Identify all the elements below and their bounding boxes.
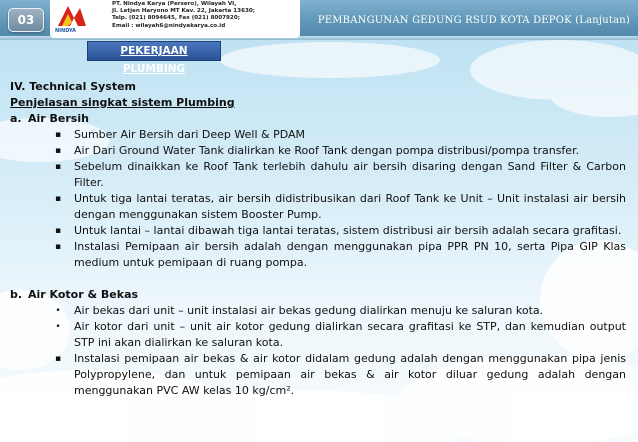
- company-address: [112, 1, 298, 30]
- list-item: [10, 239, 626, 271]
- section-b-heading: [10, 287, 626, 303]
- list-item: [10, 319, 626, 351]
- list-item-text: Sumber Air Bersih dari Deep Well & PDAM: [74, 128, 306, 141]
- list-item-text: Instalasi Pemipaan air bersih adalah dengan menggunakan pipa PPR PN 10, serta Pipa GIP Klas medium untuk pemipaan di ruang pompa.: [74, 240, 626, 269]
- list-item: [10, 351, 626, 399]
- list-item-text: Untuk lantai – lantai dibawah tiga lantai teratas, sistem distribusi air bersih adalah secara grafitasi.: [74, 224, 622, 237]
- company-line: Telp. (021) 8094645, Fax (021) 8007920;: [112, 15, 240, 22]
- round-bullet-icon: •: [55, 306, 61, 316]
- section-a-list: [10, 127, 626, 271]
- section-title: Air Kotor & Bekas: [28, 288, 139, 301]
- sub-heading: Penjelasan singkat sistem Plumbing: [10, 96, 235, 109]
- company-line: Email : wilayah6@nindyakarya.co.id: [112, 22, 226, 29]
- list-item-text: Air Dari Ground Water Tank dialirkan ke Roof Tank dengan pompa distribusi/pompa transfer.: [74, 144, 580, 157]
- slide-content: [10, 79, 626, 399]
- section-banner: PEKERJAAN PLUMBING: [87, 41, 221, 61]
- section-marker: a.: [10, 112, 22, 125]
- main-heading: IV. Technical System: [10, 80, 137, 93]
- slide-number-badge: 03: [8, 8, 44, 32]
- company-info-box: [50, 0, 300, 38]
- company-line: Jl. Letjen Haryono MT Kav. 22, Jakarta 13630;: [112, 8, 255, 15]
- spacer: [10, 271, 626, 287]
- list-item-text: Air kotor dari unit – unit air kotor gedung dialirkan secara grafitasi ke STP, dan kemudian output STP ini akan dialirkan ke saluran kota.: [74, 320, 626, 349]
- square-bullet-icon: ▪: [54, 226, 62, 236]
- section-b-list: [10, 303, 626, 399]
- square-bullet-icon: ▪: [54, 242, 62, 252]
- list-item: [10, 127, 626, 143]
- list-item: [10, 303, 626, 319]
- square-bullet-icon: ▪: [54, 194, 62, 204]
- list-item: [10, 223, 626, 239]
- section-title: Air Bersih: [28, 112, 89, 125]
- list-item: [10, 159, 626, 191]
- square-bullet-icon: ▪: [54, 130, 62, 140]
- list-item-text: Instalasi pemipaan air bekas & air kotor didalam gedung adalah dengan menggunakan pipa jenis Polypropylene, dan untuk pemipaan air bekas & air kotor diluar gedung adalah dengan menggunakan PVC AW kelas 10 kg/cm².: [74, 352, 626, 397]
- list-item-text: Air bekas dari unit – unit instalasi air bekas gedung dialirkan menuju ke saluran kota.: [74, 304, 544, 317]
- square-bullet-icon: ▪: [54, 162, 62, 172]
- square-bullet-icon: ▪: [54, 146, 62, 156]
- round-bullet-icon: •: [55, 322, 61, 332]
- logo-wordmark: NINDYA: [55, 28, 77, 34]
- company-line: PT. Nindya Karya (Persero), Wilayah VI,: [112, 1, 237, 7]
- section-a-heading: [10, 111, 626, 127]
- section-marker: b.: [10, 288, 23, 301]
- list-item: [10, 191, 626, 223]
- list-item-text: Sebelum dinaikkan ke Roof Tank terlebih dahulu air bersih disaring dengan Sand Filter & Carbon Filter.: [74, 160, 626, 189]
- list-item-text: Untuk tiga lantai teratas, air bersih didistribusikan dari Roof Tank ke Unit – Unit instalasi air bersih dengan menggunakan sistem Booster Pump.: [74, 192, 626, 221]
- project-title: PEMBANGUNAN GEDUNG RSUD KOTA DEPOK (Lanjutan): [317, 15, 630, 26]
- square-bullet-icon: ▪: [54, 354, 62, 364]
- list-item: [10, 143, 626, 159]
